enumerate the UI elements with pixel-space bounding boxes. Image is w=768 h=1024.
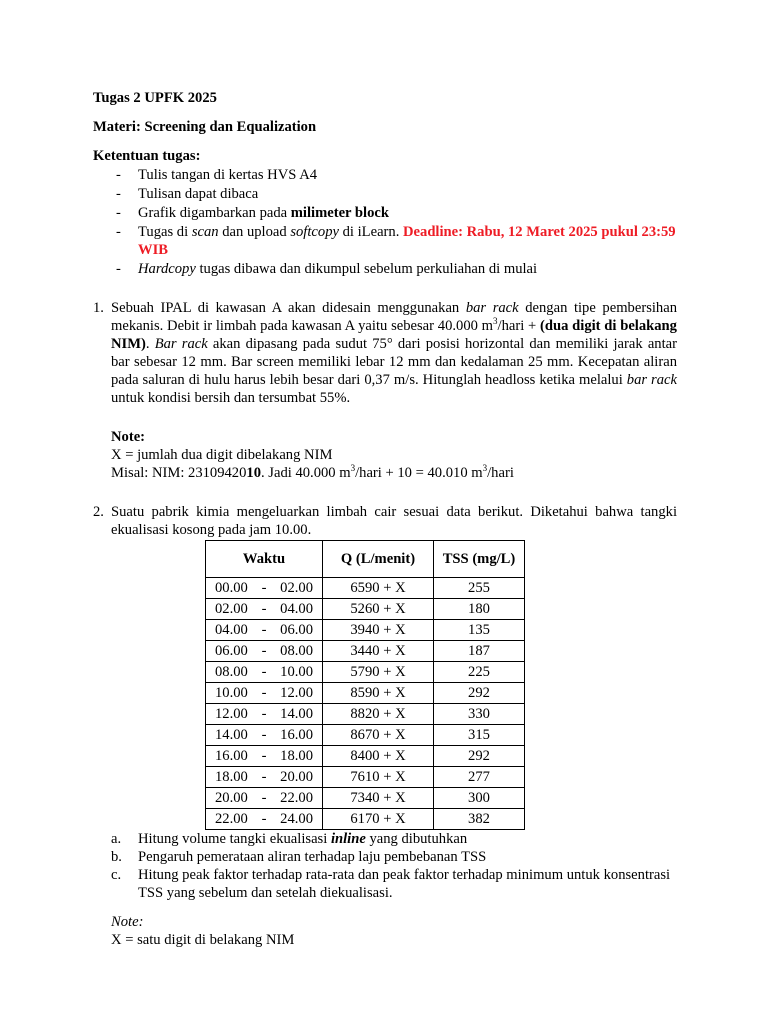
subquestion-mark: b.	[111, 849, 122, 865]
time-to: 06.00	[280, 622, 313, 638]
subquestion-mark: a.	[111, 831, 122, 847]
question-number: 1.	[93, 300, 104, 316]
q1-text: Sebuah IPAL di kawasan A akan didesain menggunakan	[111, 300, 466, 316]
time-dash: -	[261, 811, 267, 827]
table-row	[206, 788, 525, 809]
dash-mark: -	[116, 261, 121, 277]
time-from: 18.00	[215, 769, 248, 785]
q1-text: /hari +	[497, 318, 540, 334]
rule-text: dan upload	[218, 224, 291, 240]
cell-tss: 382	[434, 809, 525, 830]
question-1	[93, 299, 677, 407]
cell-tss: 292	[434, 683, 525, 704]
cell-waktu	[206, 662, 323, 683]
cell-q: 6590 + X	[323, 578, 434, 599]
q2-text: Suatu pabrik kimia mengeluarkan limbah cair sesuai data berikut. Diketahui bahwa tangki ekualisasi kosong pada jam 10.00.	[111, 504, 677, 538]
note-text: X = satu digit di belakang NIM	[111, 932, 295, 948]
note-label: Note:	[111, 429, 146, 445]
table-row	[206, 662, 525, 683]
time-from: 08.00	[215, 664, 248, 680]
rule-item	[116, 166, 677, 184]
cell-waktu	[206, 725, 323, 746]
time-dash: -	[261, 580, 267, 596]
rule-item	[116, 260, 677, 278]
table-header-row	[206, 541, 525, 578]
table-row	[206, 746, 525, 767]
time-from: 10.00	[215, 685, 248, 701]
data-table	[205, 540, 525, 830]
time-from: 06.00	[215, 643, 248, 659]
document-page	[93, 89, 677, 949]
rule-item	[116, 185, 677, 203]
time-from: 16.00	[215, 748, 248, 764]
cell-waktu	[206, 578, 323, 599]
time-to: 16.00	[280, 727, 313, 743]
time-from: 04.00	[215, 622, 248, 638]
subquestion-text: yang dibutuhkan	[365, 831, 468, 847]
time-to: 12.00	[280, 685, 313, 701]
q2-note	[93, 913, 677, 949]
rule-text: Tulis tangan di kertas HVS A4	[138, 167, 318, 183]
note-example-text: /hari	[487, 465, 514, 481]
cell-q: 6170 + X	[323, 809, 434, 830]
cell-q: 3440 + X	[323, 641, 434, 662]
q1-text: dengan tipe pembersihan mekanis. Debit ir limbah pada kawasan A yaitu sebesar 40.000 m	[111, 300, 677, 334]
table-row	[206, 704, 525, 725]
cell-waktu	[206, 641, 323, 662]
cell-tss: 225	[434, 662, 525, 683]
rule-item	[116, 204, 677, 222]
rule-item	[116, 223, 677, 259]
subquestion-text: Hitung volume tangki ekualisasi	[138, 831, 331, 847]
cell-tss: 277	[434, 767, 525, 788]
cell-waktu	[206, 704, 323, 725]
time-dash: -	[261, 685, 267, 701]
subquestion-text: Hitung peak faktor terhadap rata-rata dan peak faktor terhadap minimum untuk konsentrasi TSS yang sebelum dan setelah diekualisasi.	[138, 867, 671, 901]
cell-waktu	[206, 620, 323, 641]
time-to: 24.00	[280, 811, 313, 827]
time-dash: -	[261, 664, 267, 680]
rule-text: Tugas di	[138, 224, 192, 240]
cell-waktu	[206, 599, 323, 620]
table-row	[206, 599, 525, 620]
rule-text: Tulisan dapat dibaca	[138, 186, 259, 202]
time-from: 14.00	[215, 727, 248, 743]
dash-mark: -	[116, 224, 121, 240]
time-from: 12.00	[215, 706, 248, 722]
rule-italic: softcopy	[290, 224, 339, 240]
cell-waktu	[206, 788, 323, 809]
q1-italic: Bar rack	[154, 336, 208, 352]
cell-q: 3940 + X	[323, 620, 434, 641]
note-example-text: /hari + 10 = 40.010 m	[355, 465, 483, 481]
time-to: 14.00	[280, 706, 313, 722]
cell-tss: 135	[434, 620, 525, 641]
note-example-text: Misal: NIM: 23109420	[111, 465, 247, 481]
cell-waktu	[206, 746, 323, 767]
cell-tss: 292	[434, 746, 525, 767]
cell-tss: 300	[434, 788, 525, 809]
subquestion-a	[111, 830, 677, 848]
time-dash: -	[261, 601, 267, 617]
q1-note	[93, 428, 677, 482]
time-from: 22.00	[215, 811, 248, 827]
subquestion-mark: c.	[111, 867, 122, 883]
cell-tss: 187	[434, 641, 525, 662]
cell-waktu	[206, 767, 323, 788]
materi-heading: Materi: Screening dan Equalization	[93, 119, 317, 135]
time-to: 22.00	[280, 790, 313, 806]
cell-q: 5260 + X	[323, 599, 434, 620]
superscript: 3	[350, 463, 356, 474]
table-row	[206, 725, 525, 746]
cell-q: 8400 + X	[323, 746, 434, 767]
note-example-bold: 10	[246, 465, 261, 481]
dash-mark: -	[116, 167, 121, 183]
time-dash: -	[261, 727, 267, 743]
rule-bold: milimeter block	[290, 205, 389, 221]
cell-waktu	[206, 683, 323, 704]
q1-text: akan dipasang pada sudut 75° dari posisi horizontal dan memiliki jarak antar bar sebesar 12 mm. Bar screen memiliki lebar 12 mm dan kedalaman 25 mm. Kecepatan aliran pada saluran di hulu harus lebih besar dari 0,37 m/s. Hitunglah headloss ketika melalui	[111, 336, 677, 388]
q2-subquestions	[93, 830, 677, 902]
rules-list	[93, 166, 677, 278]
note-example	[111, 464, 677, 482]
time-to: 18.00	[280, 748, 313, 764]
table-row	[206, 683, 525, 704]
time-from: 02.00	[215, 601, 248, 617]
cell-tss: 330	[434, 704, 525, 725]
time-to: 04.00	[280, 601, 313, 617]
question-2	[93, 503, 677, 539]
col-header-tss: TSS (mg/L)	[434, 541, 525, 578]
time-dash: -	[261, 790, 267, 806]
q1-text: untuk kondisi bersih dan tersumbat 55%.	[111, 390, 351, 406]
time-from: 00.00	[215, 580, 248, 596]
col-header-waktu: Waktu	[206, 541, 323, 578]
cell-q: 8590 + X	[323, 683, 434, 704]
table-row	[206, 641, 525, 662]
rule-italic: scan	[191, 224, 219, 240]
deadline-text: Deadline: Rabu, 12 Maret 2025 pukul 23:59 WIB	[138, 224, 676, 258]
dash-mark: -	[116, 186, 121, 202]
time-dash: -	[261, 748, 267, 764]
subquestion-text: Pengaruh pemerataan aliran terhadap laju pembebanan TSS	[138, 849, 487, 865]
question-number: 2.	[93, 504, 104, 520]
cell-tss: 255	[434, 578, 525, 599]
time-to: 08.00	[280, 643, 313, 659]
table-row	[206, 620, 525, 641]
cell-tss: 180	[434, 599, 525, 620]
time-to: 20.00	[280, 769, 313, 785]
subquestion-bold: inline	[330, 831, 366, 847]
col-header-q: Q (L/menit)	[323, 541, 434, 578]
subquestion-b	[111, 848, 677, 866]
time-dash: -	[261, 643, 267, 659]
q1-italic: bar rack	[626, 372, 677, 388]
doc-title: Tugas 2 UPFK 2025	[93, 90, 217, 106]
note-example-text: . Jadi 40.000 m	[261, 465, 351, 481]
cell-waktu	[206, 809, 323, 830]
superscript: 3	[493, 316, 498, 327]
rule-italic: Hardcopy	[138, 261, 196, 277]
time-dash: -	[261, 622, 267, 638]
time-from: 20.00	[215, 790, 248, 806]
note-text: X = jumlah dua digit dibelakang NIM	[111, 447, 333, 463]
cell-q: 7340 + X	[323, 788, 434, 809]
subquestion-c	[111, 866, 677, 902]
time-dash: -	[261, 769, 267, 785]
rule-text: di iLearn.	[338, 224, 403, 240]
q1-bold: (dua digit di belakang NIM)	[111, 318, 677, 352]
rule-text: tugas dibawa dan dikumpul sebelum perkuliahan di mulai	[195, 261, 538, 277]
cell-q: 8820 + X	[323, 704, 434, 725]
cell-q: 7610 + X	[323, 767, 434, 788]
table-row	[206, 809, 525, 830]
time-to: 02.00	[280, 580, 313, 596]
ketentuan-heading: Ketentuan tugas:	[93, 148, 201, 164]
table-row	[206, 767, 525, 788]
superscript: 3	[482, 463, 488, 474]
cell-q: 8670 + X	[323, 725, 434, 746]
note-label: Note:	[111, 914, 144, 930]
time-to: 10.00	[280, 664, 313, 680]
rule-text: Grafik digambarkan pada	[138, 205, 291, 221]
q1-text: .	[145, 336, 155, 352]
table-row	[206, 578, 525, 599]
dash-mark: -	[116, 205, 121, 221]
table-body	[206, 578, 525, 830]
q1-italic: bar rack	[465, 300, 519, 316]
cell-tss: 315	[434, 725, 525, 746]
cell-q: 5790 + X	[323, 662, 434, 683]
time-dash: -	[261, 706, 267, 722]
